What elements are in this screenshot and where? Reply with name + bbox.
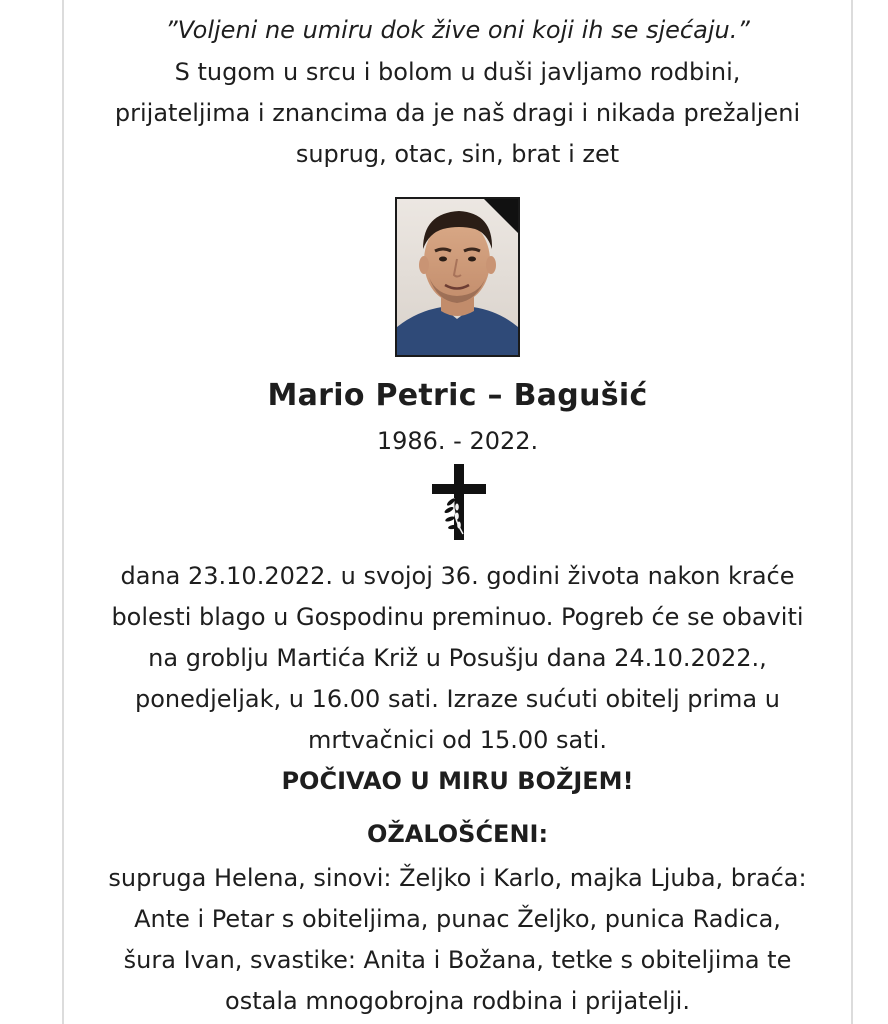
announcement-line: ponedjeljak, u 16.00 sati. Izraze sućuti obitelj prima u [135,685,780,713]
intro-line: prijateljima i znancima da je naš dragi i nikada prežaljeni [114,99,801,127]
mourners-line: supruga Helena, sinovi: Željko i Karlo, majka Ljuba, braća: [108,864,807,892]
mourners-heading: OŽALOŠĆENI: [366,820,549,848]
mourning-ribbon-icon [484,199,518,233]
announcement-line: mrtvačnici od 15.00 sati. [308,726,607,754]
rest-in-peace-heading: POČIVAO U MIRU BOŽJEM! [281,767,634,795]
intro-text [64,52,851,175]
mourners-line: ostala mnogobrojna rodbina i prijatelji. [225,987,690,1015]
obituary-notice [64,0,851,1024]
intro-line: S tugom u srcu i bolom u duši javljamo rodbini, [174,58,741,86]
mourners-list [64,858,851,1022]
mourners-line: Ante i Petar s obiteljima, punac Željko, punica Radica, [134,905,781,933]
portrait-photo [395,197,520,357]
announcement-line: bolesti blago u Gospodinu preminuo. Pogreb će se obaviti [111,603,804,631]
deceased-name: Mario Petric – Bagušić [267,378,648,413]
mourners-line: šura Ivan, svastike: Anita i Božana, tetke s obiteljima te [123,946,792,974]
life-years: 1986. - 2022. [376,427,539,455]
intro-line: suprug, otac, sin, brat i zet [295,140,620,168]
announcement-line: dana 23.10.2022. u svojoj 36. godini života nakon kraće [120,562,795,590]
cross-icon [432,464,486,540]
announcement-text [64,556,851,761]
quote: ”Voljeni ne umiru dok žive oni koji ih se sjećaju.” [165,16,750,44]
frame-right-border [851,0,853,1024]
announcement-line: na groblju Martića Križ u Posušju dana 24.10.2022., [148,644,767,672]
